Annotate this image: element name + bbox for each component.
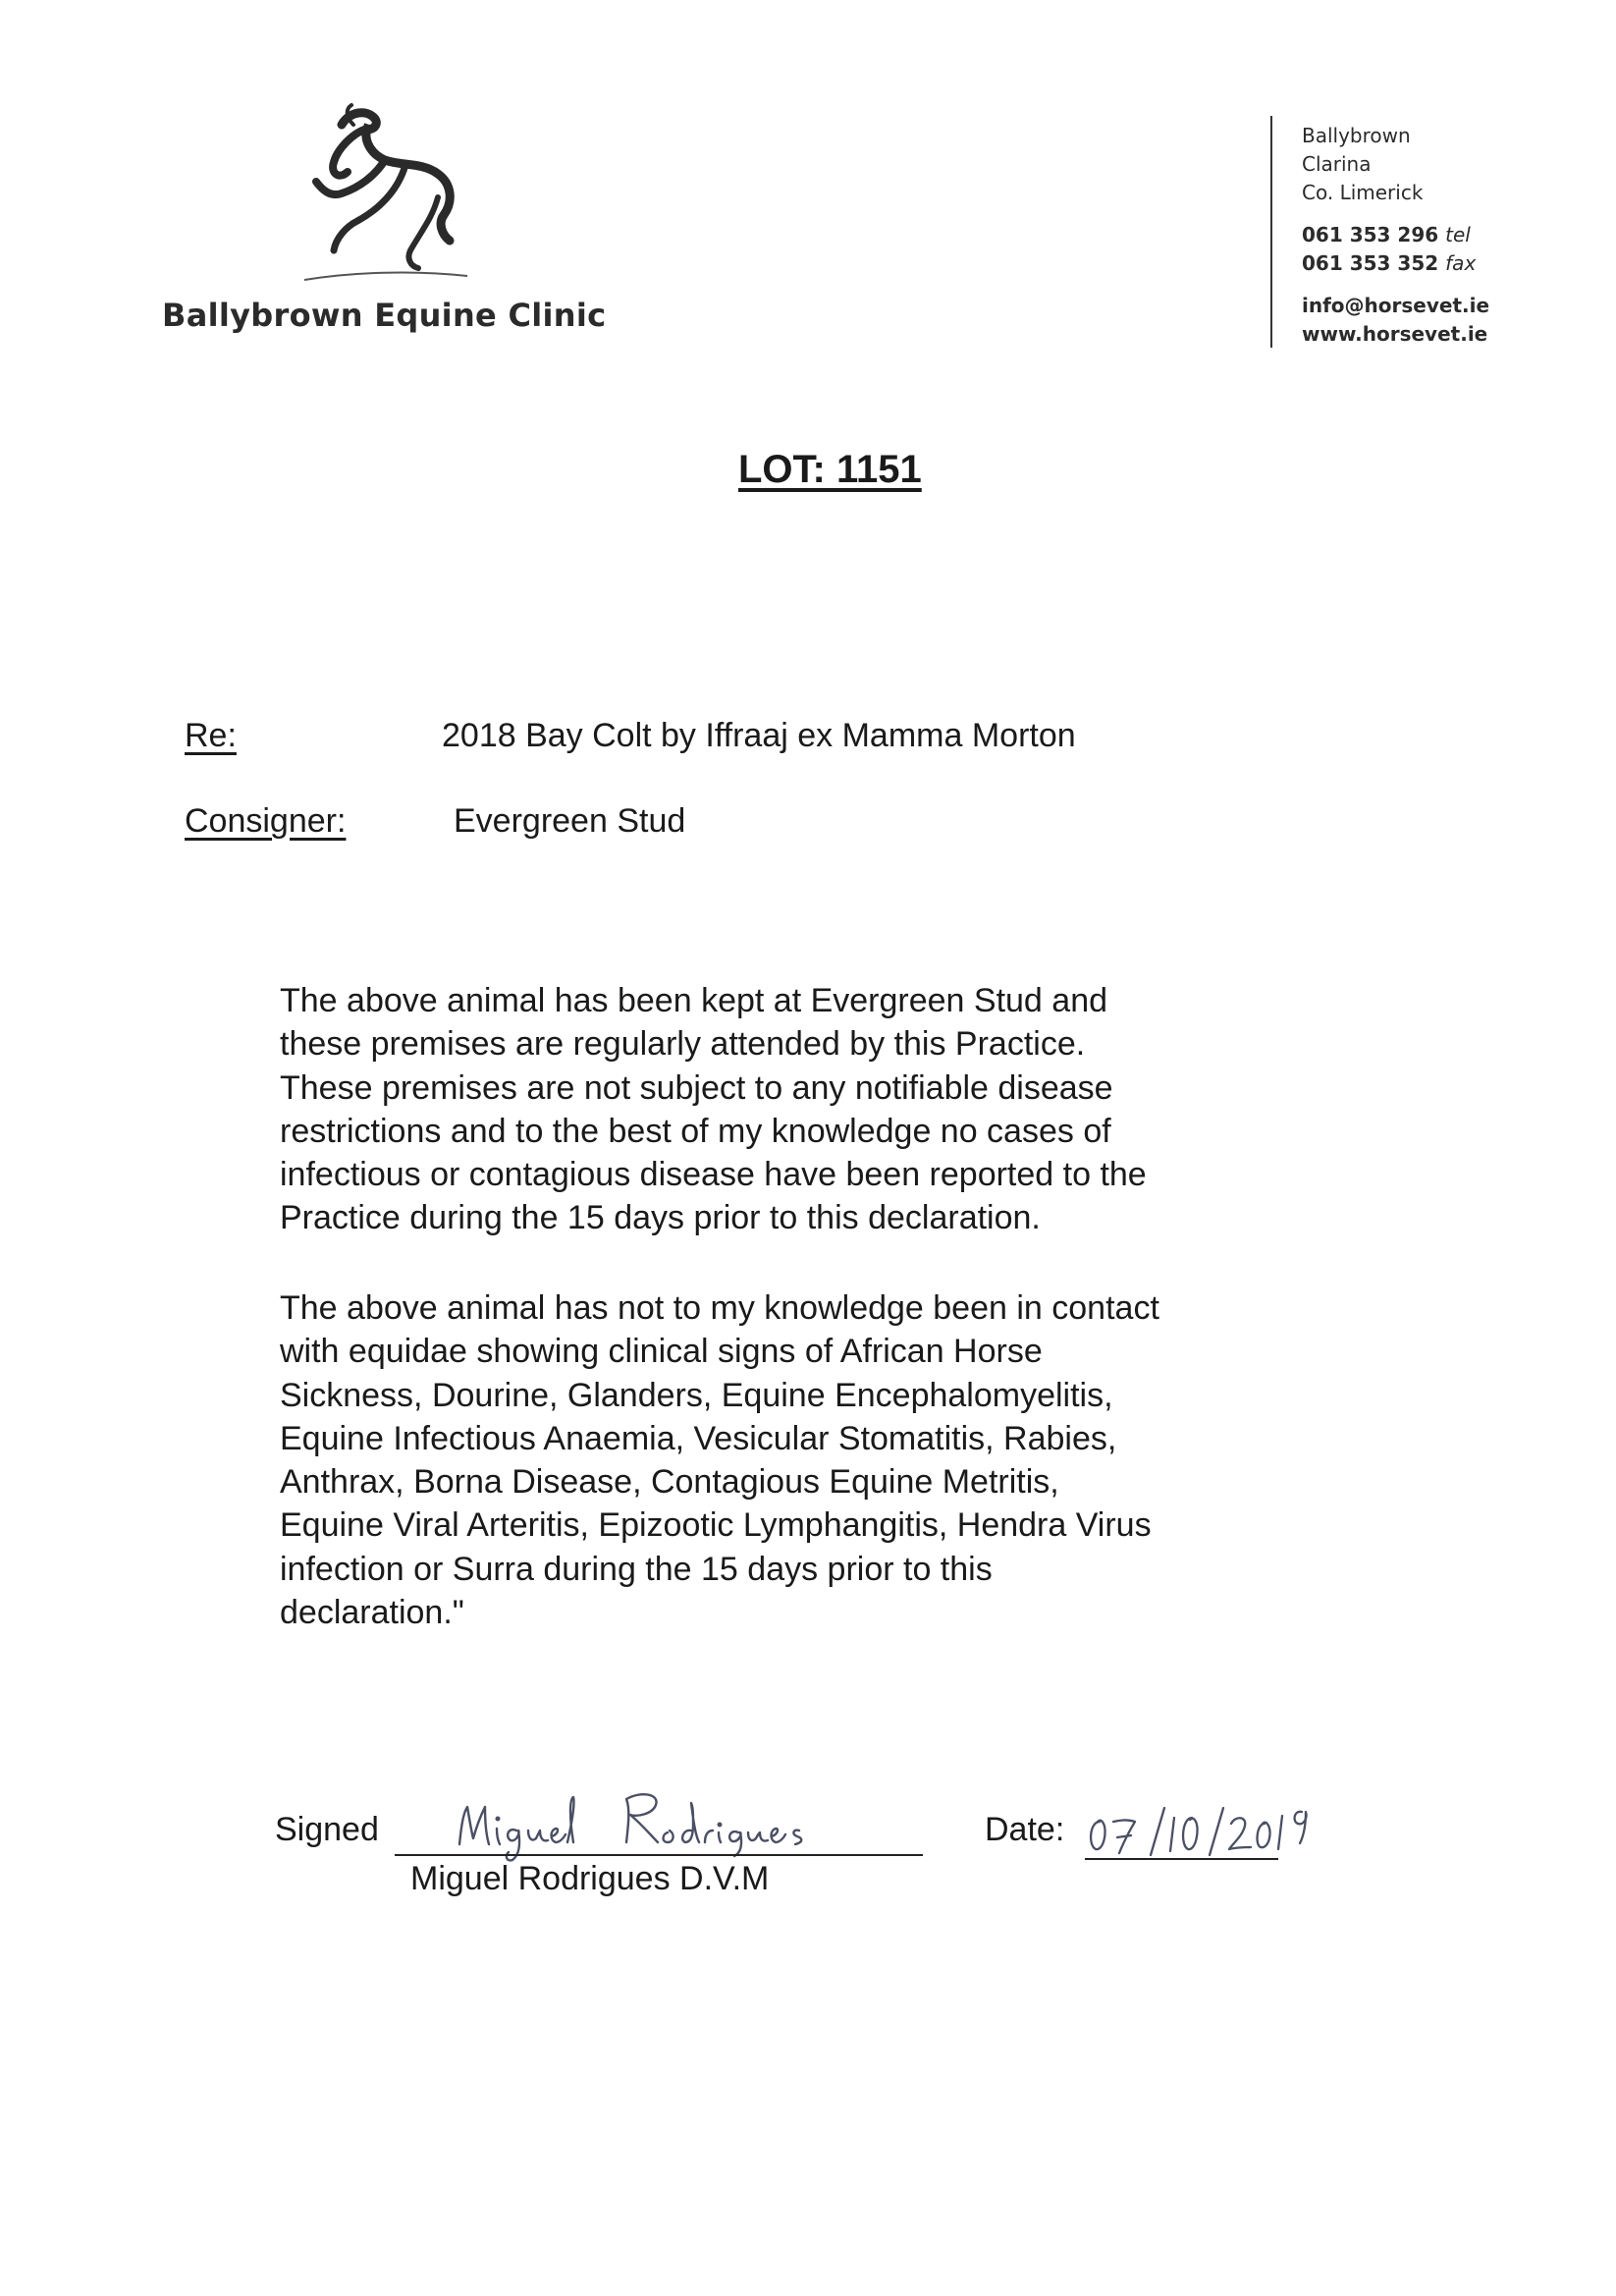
contact-block (1302, 122, 1489, 349)
paragraph-line: declaration." (280, 1594, 464, 1632)
re-label-text: Re (185, 717, 228, 754)
paragraph-line: with equidae showing clinical signs of African Horse (280, 1333, 1043, 1371)
consigner-label-colon: : (336, 802, 347, 840)
paragraph-line: Practice during the 15 days prior to this declaration. (280, 1199, 1041, 1237)
re-label (185, 717, 237, 755)
paragraph-line: infectious or contagious disease have been reported to the (280, 1156, 1147, 1194)
telephone-number: 061 353 296 (1302, 223, 1439, 246)
paragraph-line: These premises are not subject to any notifiable disease (280, 1068, 1113, 1107)
declaration-paragraph-1 (280, 979, 1281, 1240)
telephone-suffix: tel (1445, 223, 1471, 246)
address-divider (1270, 116, 1272, 348)
address-line-2: Clarina (1302, 152, 1372, 176)
signer-name: Miguel Rodrigues D.V.M (410, 1860, 770, 1897)
paragraph-line: The above animal has not to my knowledge been in contact (280, 1289, 1159, 1327)
email-address: info@horsevet.ie (1302, 294, 1490, 317)
fax (1302, 249, 1489, 278)
signature-line (395, 1854, 923, 1856)
lot-title: LOT: 1151 (738, 448, 922, 491)
fax-suffix: fax (1445, 251, 1477, 275)
signed-label: Signed (275, 1811, 379, 1848)
consigner-label (185, 802, 346, 841)
paragraph-line: restrictions and to the best of my knowledge no cases of (280, 1112, 1111, 1150)
paragraph-line: these premises are regularly attended by this Practice. (280, 1025, 1086, 1064)
address-line-1: Ballybrown (1302, 124, 1411, 147)
paragraph-line: Equine Viral Arteritis, Epizootic Lymphangitis, Hendra Virus (280, 1506, 1152, 1545)
handwritten-date (1080, 1792, 1316, 1861)
date-line (1085, 1858, 1278, 1860)
date-label: Date: (985, 1811, 1065, 1848)
rearing-horse-logo-icon (295, 103, 471, 290)
telephone (1302, 221, 1489, 249)
fax-number: 061 353 352 (1302, 251, 1439, 275)
paragraph-line: The above animal has been kept at Evergreen Stud and (280, 982, 1108, 1019)
declaration-paragraph-2 (280, 1286, 1281, 1634)
address-line-3: Co. Limerick (1302, 181, 1424, 204)
re-label-colon: : (227, 717, 237, 754)
re-value: 2018 Bay Colt by Iffraaj ex Mamma Morton (442, 717, 1076, 754)
consigner-label-text: Consigner (185, 802, 337, 840)
handwritten-signature (454, 1785, 866, 1864)
paragraph-line: Anthrax, Borna Disease, Contagious Equine Metritis, (280, 1463, 1059, 1502)
paragraph-line: Equine Infectious Anaemia, Vesicular Stomatitis, Rabies, (280, 1419, 1117, 1457)
paragraph-line: Sickness, Dourine, Glanders, Equine Encephalomyelitis, (280, 1376, 1113, 1414)
clinic-name: Ballybrown Equine Clinic (162, 297, 607, 334)
paragraph-line: infection or Surra during the 15 days prior to this (280, 1550, 993, 1588)
consigner-value: Evergreen Stud (454, 802, 686, 840)
website-url: www.horsevet.ie (1302, 322, 1488, 346)
